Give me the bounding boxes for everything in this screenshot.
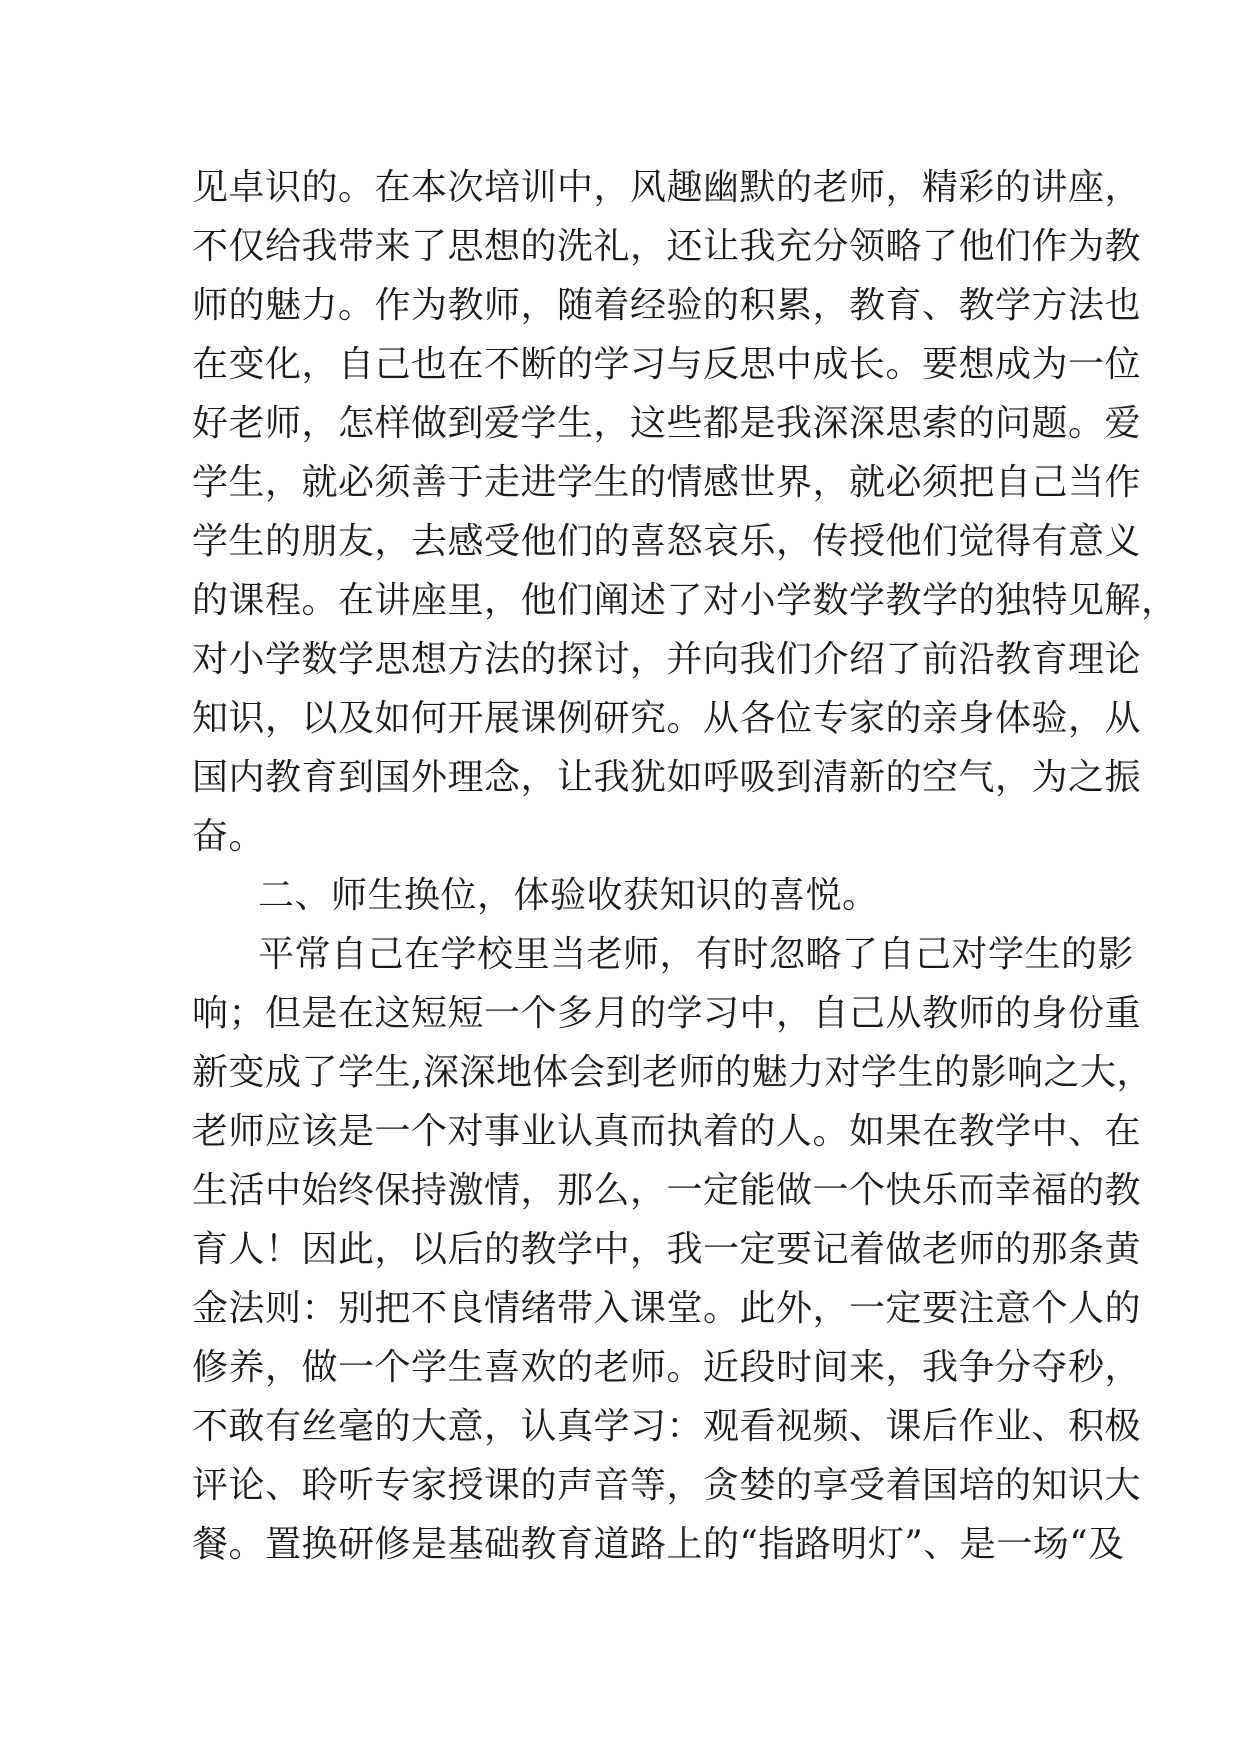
text-line: 餐。置换研修是基础教育道路上的“指路明灯”、是一场“及: [192, 1524, 1125, 1565]
text-line: 不敢有丝毫的大意，认真学习：观看视频、课后作业、积极: [192, 1406, 1142, 1447]
text-line: 国内教育到国外理念，让我犹如呼吸到清新的空气，为之振: [192, 757, 1142, 798]
body-text: [192, 158, 1178, 1574]
text-line: 育人！因此，以后的教学中，我一定要记着做老师的那条黄: [192, 1229, 1142, 1270]
text-line: 奋。: [192, 816, 266, 857]
text-line: 新变成了学生,深深地体会到老师的魅力对学生的影响之大，: [192, 1052, 1153, 1093]
text-line: 响；但是在这短短一个多月的学习中，自己从教师的身份重: [192, 993, 1142, 1034]
text-line: 在变化，自己也在不断的学习与反思中成长。要想成为一位: [192, 344, 1142, 385]
text-line: 生活中始终保持激情，那么，一定能做一个快乐而幸福的教: [192, 1170, 1142, 1211]
text-line: 对小学数学思想方法的探讨，并向我们介绍了前沿教育理论: [192, 639, 1142, 680]
text-line: 金法则：别把不良情绪带入课堂。此外，一定要注意个人的: [192, 1288, 1142, 1329]
text-line: 不仅给我带来了思想的洗礼，还让我充分领略了他们作为教: [192, 226, 1142, 267]
text-line: 好老师，怎样做到爱学生，这些都是我深深思索的问题。爱: [192, 403, 1142, 444]
text-line: 修养，做一个学生喜欢的老师。近段时间来，我争分夺秒，: [192, 1347, 1142, 1388]
text-line: 学生的朋友，去感受他们的喜怒哀乐，传授他们觉得有意义: [192, 521, 1142, 562]
text-line: 知识，以及如何开展课例研究。从各位专家的亲身体验，从: [192, 698, 1142, 739]
text-line: 学生，就必须善于走进学生的情感世界，就必须把自己当作: [192, 462, 1142, 503]
text-line: 二、师生换位，体验收获知识的喜悦。: [258, 875, 879, 916]
text-line: 见卓识的。在本次培训中，风趣幽默的老师，精彩的讲座，: [192, 167, 1142, 208]
text-line: 评论、聆听专家授课的声音等，贪婪的享受着国培的知识大: [192, 1465, 1142, 1506]
text-line: 平常自己在学校里当老师，有时忽略了自己对学生的影: [258, 934, 1135, 975]
text-line: 师的魅力。作为教师，随着经验的积累，教育、教学方法也: [192, 285, 1142, 326]
text-line: 的课程。在讲座里，他们阐述了对小学数学教学的独特见解，: [192, 580, 1178, 621]
text-line: 老师应该是一个对事业认真而执着的人。如果在教学中、在: [192, 1111, 1142, 1152]
